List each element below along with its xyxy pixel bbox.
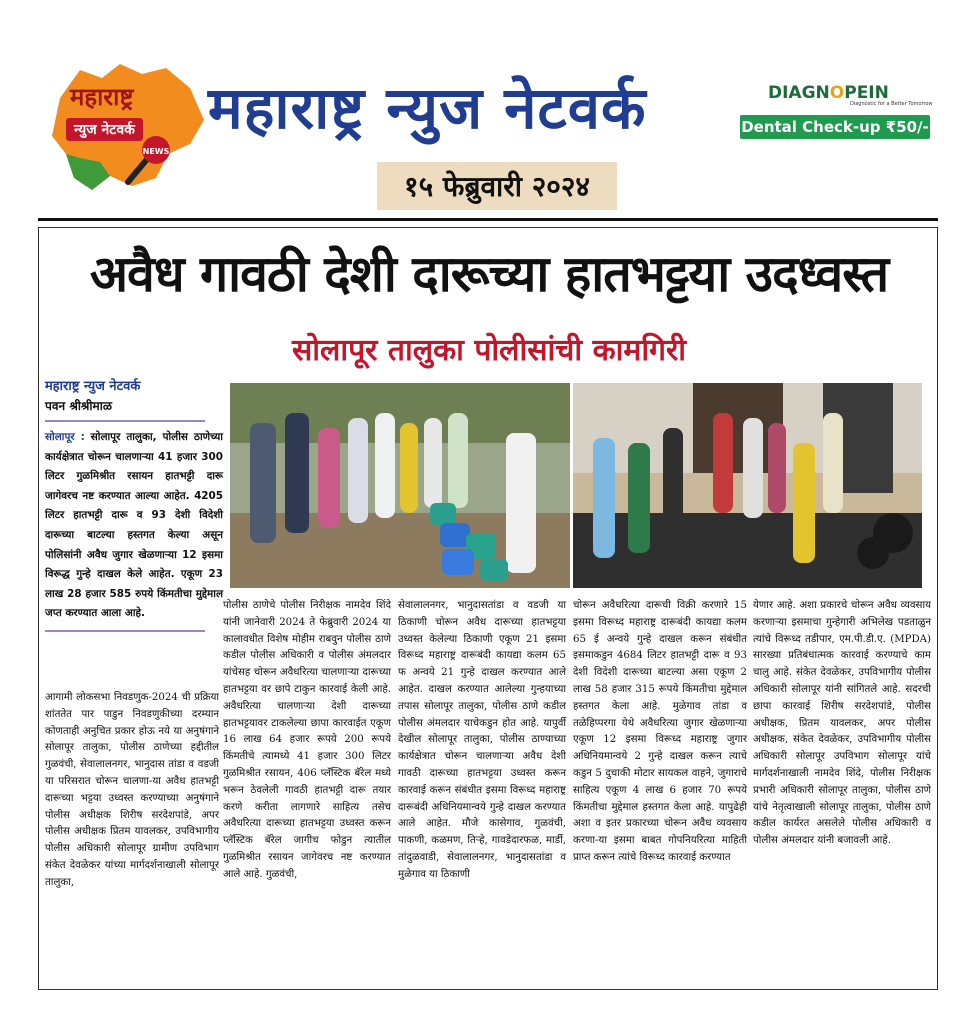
- newspaper-title: महाराष्ट्र न्युज नेटवर्क: [208, 74, 647, 142]
- lead-text: सोलापूर तालुका, पोलीस ठाणेच्या कार्यक्षेत्रात चोरून चालणाऱ्या 41 हजार 300 लिटर गुळमिश्रीत रसायन हातभट्टी दारू जागेवरच नष्ट करण्यात आल्या आहेत. 4205 लिटर हातभट्टी दारू व 93 देशी विदेशी दारूच्या बाटल्या हस्तगत केल्या असून पोलिसांनी अवैध जुगार खेळणाऱ्या 12 इसमा विरूद्ध गुन्हे दाखल केले आहेत. एकूण 23 लाख 28 हजार 585 रुपये किंमतीचा मुद्देमाल जप्त करण्यात आला आहे.: [45, 431, 223, 620]
- lead-paragraph: [45, 428, 223, 624]
- article-column-2: पोलीस ठाणेचे पोलीस निरीक्षक नामदेव शिंदे यांनी जानेवारी 2024 ते फेब्रुवारी 2024 या कालावधीत विशेष मोहीम राबवुन पोलीस ठाणे कडील पोलीस अधिकारी व पोलीस अंमलदार यांचेसह चोरून अवैधरित्या चालणाऱ्या दारूच्या हातभट्टया वर छापे टाकुन कारवाई केली आहे. अवैधरित्या चालणाऱ्या देशी दारूच्या हातभट्टयावर टाकलेल्या छापा कारवाईत एकूण 16 लाख 64 हजार रूपये 200 रूपये किंमतीचे त्यामध्ये 41 हजार 300 लिटर गुळमिश्रीत रसायन, 406 प्लॅस्टिक बॅरेल मध्ये भरून ठेवलेली गावठी हातभट्टी दारू तयार करणे करीता लागणारे साहित्य तसेच अवैधरित्या दारूच्या हातभट्टया उध्वस्त करून प्लॅस्टिक बॅरेल जागीच फोडुन त्यातील गुळमिश्रीत रसायन जागेवरच नष्ट करण्यात आले आहे. गुळवंची,: [223, 600, 391, 880]
- article-column-3: सेवालालनगर, भानुदासतांडा व वडजी या ठिकाणी चोरून अवैध दारूच्या हातभट्टया उध्वस्त केलेल्या ठिकाणी एकूण 21 इसमा विरूध्द महाराष्ट्र दारूबंदी कायद्या कलम 65 फ अन्वये 21 गुन्हे दाखल करण्यात आले आहेत. दाखल करण्यात आलेल्या गुन्हयाच्या तपास सोलापूर तालुका, पोलीस ठाणे कडील पोलीस अंमलदार याचेकडुन होत आहे. यापुर्वी देखील सोलापूर तालुका, पोलीस ठाण्याच्या कार्यक्षेत्रात चोरून चालणाऱ्या अवैध देशी गावठी दारूच्या हातभट्टया उध्वस्त करून कारवाई करून संबंधीत इसमा विरूध्द महाराष्ट्र दारूबंदी अधिनियमान्वये गुन्हे दाखल करण्यात आले आहेत. मौजे कासेगाव, गुळवंची, पाकणी, कळमण, तिऱ्हे, गावडेदारफळ, मार्डी, तांदुळवाडी, सेवालालनगर, भानुदासतांडा व मुळेगाव या ठिकाणी: [398, 600, 566, 880]
- masthead-divider: [38, 218, 938, 221]
- microphone-icon: [118, 130, 178, 190]
- article-headline: अवैध गावठी देशी दारूच्या हातभट्टया उदध्वस्त: [89, 245, 889, 303]
- divider: [45, 630, 205, 632]
- logo-text-primary: महाराष्ट्र: [70, 83, 134, 111]
- byline-organization: महाराष्ट्र न्युज नेटवर्क: [45, 379, 141, 394]
- article-column-5: येणार आहे. अशा प्रकारचे चोरून अवैध व्यवसाय करणाऱ्या इसमाचा गुन्हेगारी अभिलेख पडताळुन त्यांचे विरूध्द तडीपार, एम.पी.डी.ए. (MPDA) सारख्या प्रतिबंधात्मक कारवाई करण्याचे काम चालु आहे. संकेत देवळेकर, उपविभागीय पोलीस अधिकारी सोलापूर यांनी सांगितले आहे. सदरची छापा कारवाई शिरीष सरदेशपांडे, पोलीस अधीक्षक, प्रितम यावलकर, अपर पोलीस अधीक्षक, संकेत देवळेकर, उपविभागीय पोलीस अधिकारी सोलापूर उपविभाग सोलापूर यांचे मार्गदर्शनाखाली नामदेव शिंदे, पोलीस निरीक्षक प्रभारी अधिकारी सोलापूर तालुका, पोलीस ठाणे यांचे नेतृत्वाखाली सोलापूर तालुका, पोलीस ठाणे कडील कार्यरत असलेले पोलीस अधिकारी व पोलीस अंमलदार यांनी बजावली आहे.: [753, 600, 931, 847]
- issue-date: १५ फेब्रुवारी २०२४: [377, 162, 617, 210]
- article-intro: [45, 376, 223, 638]
- masthead: [0, 0, 977, 222]
- article-column-4: चोरून अवैधरित्या दारूची विक्री करणारे 15 इसमा विरूध्द महाराष्ट्र दारूबंदी कायद्या कलम 65 ई अन्वये गुन्हे दाखल करून संबंधीत इसमाकडुन 4684 लिटर हातभट्टी दारू व 93 देशी विदेशी दारूच्या बाटल्या असा एकूण 2 लाख 58 हजार 315 रूपये किंमतीचा मुद्देमाल हस्तगत केला आहे. मुळेगाव तांडा व तळेहिप्परगा येथे अवैधरित्या जुगार खेळणाऱ्या एकूण 12 इसमा विरूध्द महाराष्ट्र जुगार अधिनियमान्वये 2 गुन्हे दाखल करून त्याचे कडुन 5 दुचाकी मोटार सायकल वाहने, जुगाराचे साहित्य एकूण 4 लाख 6 हजार 70 रूपये किंमतीचा मुद्देमाल हस्तगत केला आहे. यापुढेही अशा व इतर प्रकारच्या चोरून अवैध व्यवसाय करणा-या इसमा बाबत गोपनियरित्या माहिती प्राप्त करून त्यांचे विरूध्द कारवाई करण्यात: [573, 600, 747, 863]
- ad-tagline: Diagnostic for a Better Tomorrow: [850, 101, 933, 107]
- article: [38, 227, 938, 990]
- ad-banner[interactable]: Dental Check-up ₹50/-: [740, 115, 930, 139]
- article-subhead: सोलापूर तालुका पोलीसांची कामगिरी: [291, 333, 687, 368]
- mic-tag: NEWS: [142, 147, 170, 156]
- ad-brand: [768, 83, 889, 103]
- ad-brand-prefix: DIAGN: [768, 83, 830, 103]
- ad-brand-o: O: [829, 83, 845, 103]
- dateline: सोलापूर :: [45, 431, 85, 443]
- logo-text-secondary: न्युज नेटवर्क: [66, 118, 143, 141]
- photo-seized-goods: [573, 383, 922, 588]
- article-column-1: आगामी लोकसभा निवडणुक-2024 ची प्रक्रिया शांततेत पार पाडुन निवडणुकीच्या दरम्यान कोणताही अनुचित प्रकार होऊ नये या अनुषंगाने सोलापूर तालुका, पोलीस ठाणेच्या हद्दीतील गुळवंची, सेवालालनगर, भानुदास तांडा व वडजी या परिसरात चोरून चालणा-या अवैध हातभट्टी दारूच्या भट्टया उध्वस्त करण्याच्या अनुषंगाने पोलीस अधीक्षक शिरीष सरदेशपांडे, अपर पोलीस अधीक्षक प्रितम यावलकर, उपविभागीय पोलीस अधिकारी सोलापूर ग्रामीण उपविभाग संकेत देवळेकर यांच्या मार्गदर्शनाखाली सोलापूर तालुका,: [45, 692, 219, 888]
- ad-brand-suffix: PEIN: [844, 83, 889, 103]
- byline-author: पवन श्रीश्रीमाळ: [45, 399, 112, 413]
- divider: [45, 420, 205, 422]
- photo-police-team-field: [230, 383, 570, 588]
